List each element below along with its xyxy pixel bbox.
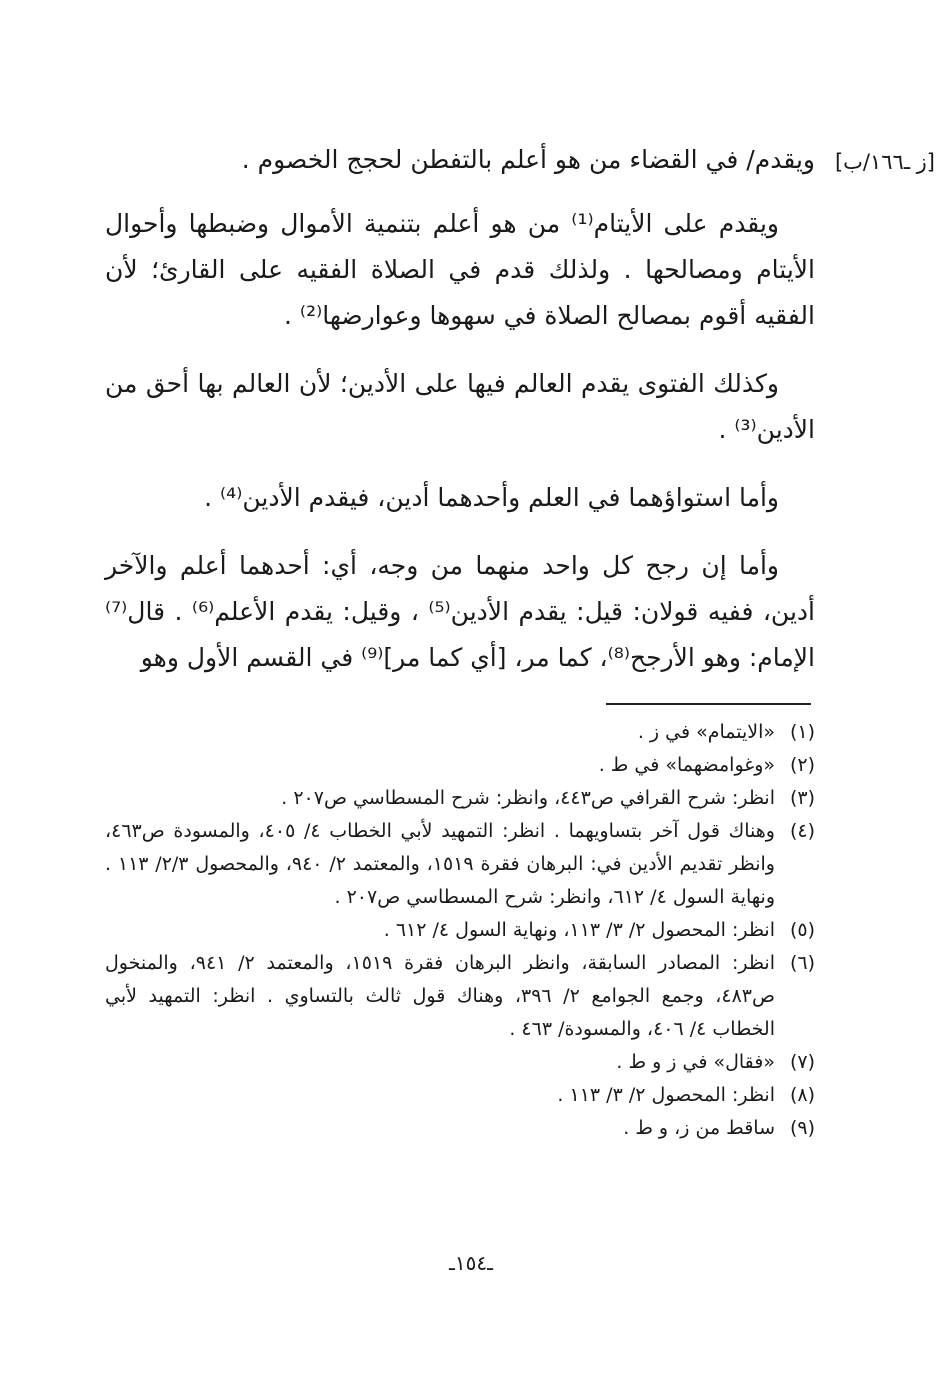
- paragraph: وكذلك الفتوى يقدم العالم فيها على الأدين؛ لأن العالم بها أحق من الأدين⁽³⁾ .: [105, 369, 815, 444]
- page-number: ـ١٥٤ـ: [449, 1251, 493, 1275]
- footnote-text: انظر: شرح القرافي ص٤٤٣، وانظر: شرح المسطاسي ص٢٠٧ .: [281, 787, 775, 809]
- footnote-text: «الايتمام» في ز .: [637, 721, 775, 743]
- footnote: [105, 749, 815, 782]
- footnote-number: (٦): [789, 952, 815, 974]
- footnote-number: (٣): [789, 787, 815, 809]
- main-text: [105, 137, 815, 703]
- footnote: [105, 716, 815, 749]
- footnote: [105, 1112, 815, 1145]
- footnote-number: (٢): [789, 754, 815, 776]
- footnote-text: انظر: المصادر السابقة، وانظر البرهان فقرة ١٥١٩، والمعتمد ٢/ ٩٤١، والمنخول ص٤٨٣، وجمع الجوامع ٢/ ٣٩٦، وهناك قول ثالث بالتساوي . انظر: التمهيد لأبي الخطاب ٤/ ٤٠٦، والمسودة/ ٤٦٣ .: [105, 952, 775, 1040]
- paragraph: ويقدم على الأيتام⁽¹⁾ من هو أعلم بتنمية الأموال وضبطها وأحوال الأيتام ومصالحها . ولذلك قدم في الصلاة الفقيه على القارئ؛ لأن الفقيه أقوم بمصالح الصلاة في سهوها وعوارضها⁽²⁾ .: [105, 209, 815, 330]
- footnote-text: انظر: المحصول ٢/ ٣/ ١١٣، ونهاية السول ٤/ ٦١٢ .: [383, 919, 775, 941]
- footnote-text: انظر: المحصول ٢/ ٣/ ١١٣ .: [557, 1084, 775, 1106]
- manuscript-margin-reference: [ز ـ١٦٦/ب]: [834, 150, 935, 174]
- footnote-number: (١): [789, 721, 815, 743]
- footnote: [105, 914, 815, 947]
- footnote: [105, 947, 815, 1046]
- footnote: [105, 1079, 815, 1112]
- footnote-number: (٥): [789, 919, 815, 941]
- footnote-number: (٧): [789, 1051, 815, 1073]
- footnote: [105, 782, 815, 815]
- footnote: [105, 1046, 815, 1079]
- footnote-text: ساقط من ز، و ط .: [623, 1117, 775, 1139]
- footnote-text: وهناك قول آخر بتساويهما . انظر: التمهيد لأبي الخطاب ٤/ ٤٠٥، والمسودة ص٤٦٣، وانظر تقديم الأدين في: البرهان فقرة ١٥١٩، والمعتمد ٢/ ٩٤٠، والمحصول ٢/٣/ ١١٣ . ونهاية السول ٤/ ٦١٢، وانظر: شرح المسطاسي ص٢٠٧ .: [105, 820, 775, 908]
- footnote-number: (٨): [789, 1084, 815, 1106]
- footnote-number: (٤): [789, 820, 815, 842]
- paragraph: وأما استواؤهما في العلم وأحدهما أدين، فيقدم الأدين⁽⁴⁾ .: [204, 483, 779, 512]
- footnote-divider: [606, 703, 811, 705]
- footnote-text: «وغوامضهما» في ط .: [598, 754, 775, 776]
- footnote-number: (٩): [789, 1117, 815, 1139]
- footnote-text: «فقال» في ز و ط .: [616, 1051, 775, 1073]
- footnote: [105, 815, 815, 914]
- paragraph: وأما إن رجح كل واحد منهما من وجه، أي: أحدهما أعلم والآخر أدين، ففيه قولان: قيل: يقدم الأدين⁽⁵⁾ ، وقيل: يقدم الأعلم⁽⁶⁾ . قال⁽⁷⁾ الإمام: وهو الأرجح⁽⁸⁾، كما مر، [أي كما مر]⁽⁹⁾ في القسم الأول وهو: [105, 551, 816, 672]
- footnotes: [105, 716, 815, 1145]
- paragraph: ويقدم/ في القضاء من هو أعلم بالتفطن لحجج الخصوم .: [241, 145, 815, 174]
